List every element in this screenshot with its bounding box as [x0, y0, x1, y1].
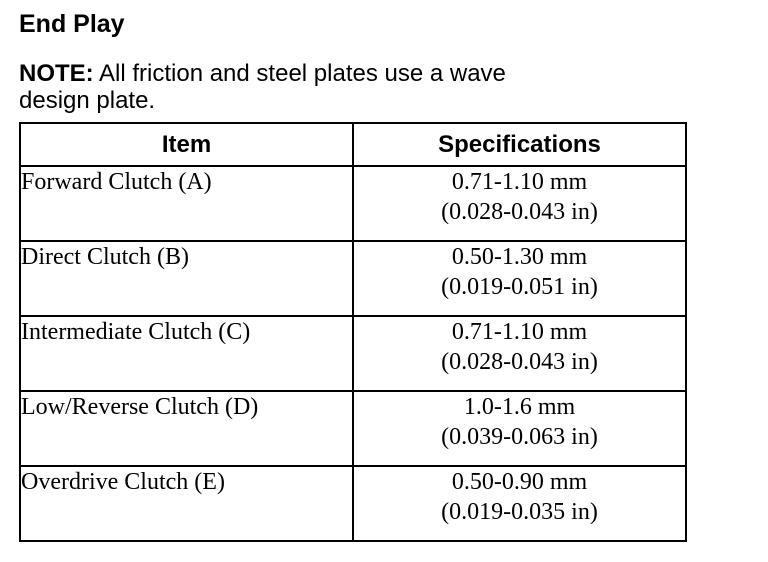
page-heading: End Play: [19, 10, 125, 38]
specification-cell: [353, 241, 686, 316]
spec-in: (0.019-0.051 in): [441, 274, 598, 300]
spec-mm: 1.0-1.6 mm: [463, 394, 576, 420]
table-header-row: [20, 123, 686, 166]
specification-cell: [353, 316, 686, 391]
column-header-specifications: Specifications: [353, 123, 686, 166]
item-cell: Overdrive Clutch (E): [20, 466, 353, 541]
note-text-line-1: All friction and steel plates use a wave: [93, 60, 506, 87]
table-row: [20, 241, 686, 316]
item-cell: Direct Clutch (B): [20, 241, 353, 316]
note-text-line-2: design plate.: [19, 87, 156, 114]
column-header-item: Item: [20, 123, 353, 166]
note-label: NOTE:: [19, 60, 94, 87]
item-cell: Low/Reverse Clutch (D): [20, 391, 353, 466]
spec-in: (0.019-0.035 in): [441, 499, 598, 525]
table-row: [20, 466, 686, 541]
specification-cell: [353, 466, 686, 541]
table-row: [20, 166, 686, 241]
specification-cell: [353, 166, 686, 241]
item-cell: Intermediate Clutch (C): [20, 316, 353, 391]
table-row: [20, 391, 686, 466]
item-cell: Forward Clutch (A): [20, 166, 353, 241]
spec-mm: 0.50-0.90 mm: [451, 469, 588, 495]
table-row: [20, 316, 686, 391]
spec-in: (0.039-0.063 in): [441, 424, 598, 450]
spec-mm: 0.71-1.10 mm: [451, 319, 588, 345]
specification-cell: [353, 391, 686, 466]
spec-mm: 0.50-1.30 mm: [451, 244, 588, 270]
note-paragraph: [19, 60, 659, 114]
spec-in: (0.028-0.043 in): [441, 349, 598, 375]
spec-in: (0.028-0.043 in): [441, 199, 598, 225]
spec-mm: 0.71-1.10 mm: [451, 169, 588, 195]
end-play-table: [19, 122, 687, 542]
